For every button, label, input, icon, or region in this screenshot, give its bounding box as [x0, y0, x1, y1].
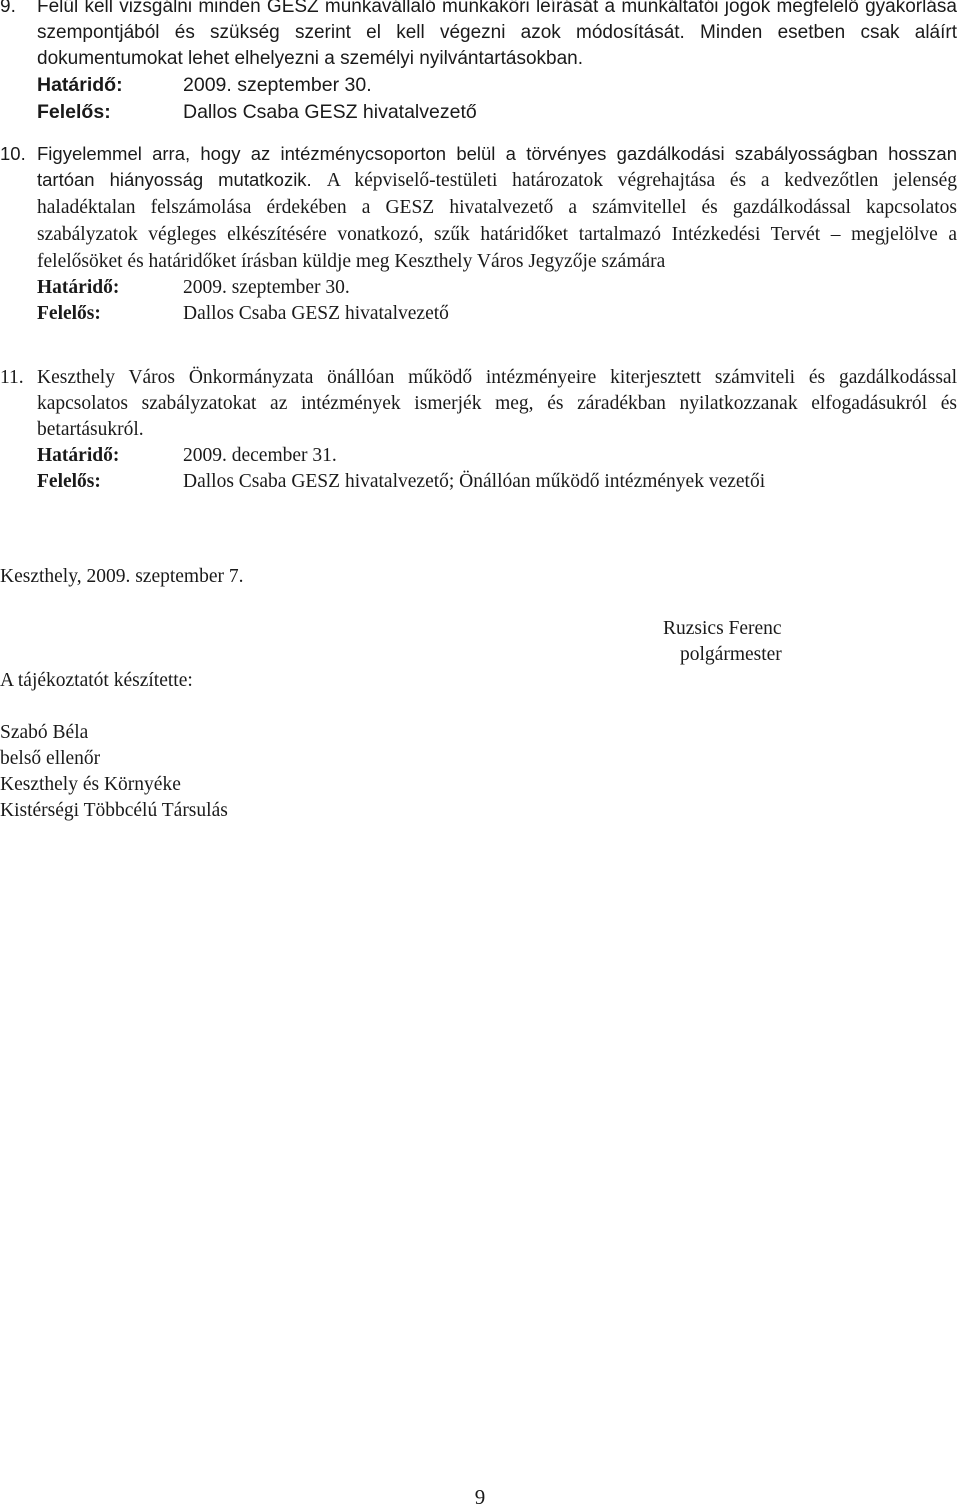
item-number: 11. — [0, 367, 24, 388]
deadline-value: 2009. december 31. — [183, 445, 337, 466]
deadline-line — [37, 72, 960, 99]
item-text-part1: Figyelemmel arra, hogy az intézménycsoporton belül a törvényes gazdálkodási szabályosságban hosszan tartóan hiányosság mutatkozik. — [37, 143, 957, 190]
deadline-line — [37, 275, 960, 301]
signature-block — [663, 616, 782, 668]
author-name: Szabó Béla — [0, 722, 89, 743]
responsible-line — [37, 469, 960, 495]
responsible-label: Felelős: — [37, 303, 101, 324]
responsible-line — [37, 301, 960, 327]
responsible-value: Dallos Csaba GESZ hivatalvezető — [183, 101, 477, 123]
list-item-9 — [0, 0, 960, 126]
item-number: 9. — [0, 0, 16, 17]
list-item-10 — [0, 141, 960, 327]
signer-name: Ruzsics Ferenc — [663, 618, 782, 639]
responsible-label: Felelős: — [37, 471, 101, 492]
deadline-label: Határidő: — [37, 74, 123, 96]
deadline-label: Határidő: — [37, 445, 120, 466]
item-text: Keszthely Város Önkormányzata önállóan működő intézményeire kiterjesztett számviteli és gazdálkodással kapcsolatos szabályzatokat az intézmények ismerjék meg, és záradékban nyilatkozzanak elfogadásukról és betartásukról. — [37, 367, 957, 440]
author-organization-line2: Kistérségi Többcélú Társulás — [0, 800, 228, 821]
signer-title: polgármester — [680, 644, 782, 665]
item-text-part2: A képviselő-testületi határozatok végrehajtása és a kedvezőtlen jelenség haladéktalan felszámolása érdekében a GESZ hivatalvezető a számvitellel és gazdálkodással kapcsolatos szabályzatok végleges elkészítésére vonatkozó, szűk határidőket tartalmazó Intézkedési Tervét – megjelölve a felelősöket és határidőket írásban küldje meg Keszthely Város Jegyzője számára — [37, 170, 958, 272]
prepared-by-label: A tájékoztatót készítette: — [0, 670, 193, 691]
responsible-line — [37, 99, 960, 126]
responsible-value: Dallos Csaba GESZ hivatalvezető — [183, 303, 449, 324]
place-date: Keszthely, 2009. szeptember 7. — [0, 566, 244, 587]
deadline-value: 2009. szeptember 30. — [183, 74, 372, 96]
deadline-label: Határidő: — [37, 277, 120, 298]
page-number: 9 — [474, 1485, 486, 1509]
responsible-label: Felelős: — [37, 101, 111, 123]
list-item-11 — [0, 365, 960, 495]
author-block — [0, 720, 228, 824]
item-text — [37, 141, 957, 275]
item-number: 10. — [0, 143, 26, 164]
author-organization-line1: Keszthely és Környéke — [0, 774, 181, 795]
responsible-value: Dallos Csaba GESZ hivatalvezető; Önállóan működő intézmények vezetői — [183, 471, 766, 492]
author-position: belső ellenőr — [0, 748, 101, 769]
deadline-line — [37, 443, 960, 469]
deadline-value: 2009. szeptember 30. — [183, 277, 350, 298]
item-text: Felül kell vizsgálni minden GESZ munkavállaló munkaköri leírását a munkáltatói jogok megfelelő gyakorlása szempontjából és szükség szerint el kell végezni azok módosítását. Minden esetben csak aláírt dokumentumokat lehet elhelyezni a személyi nyilvántartásokban. — [37, 0, 957, 69]
